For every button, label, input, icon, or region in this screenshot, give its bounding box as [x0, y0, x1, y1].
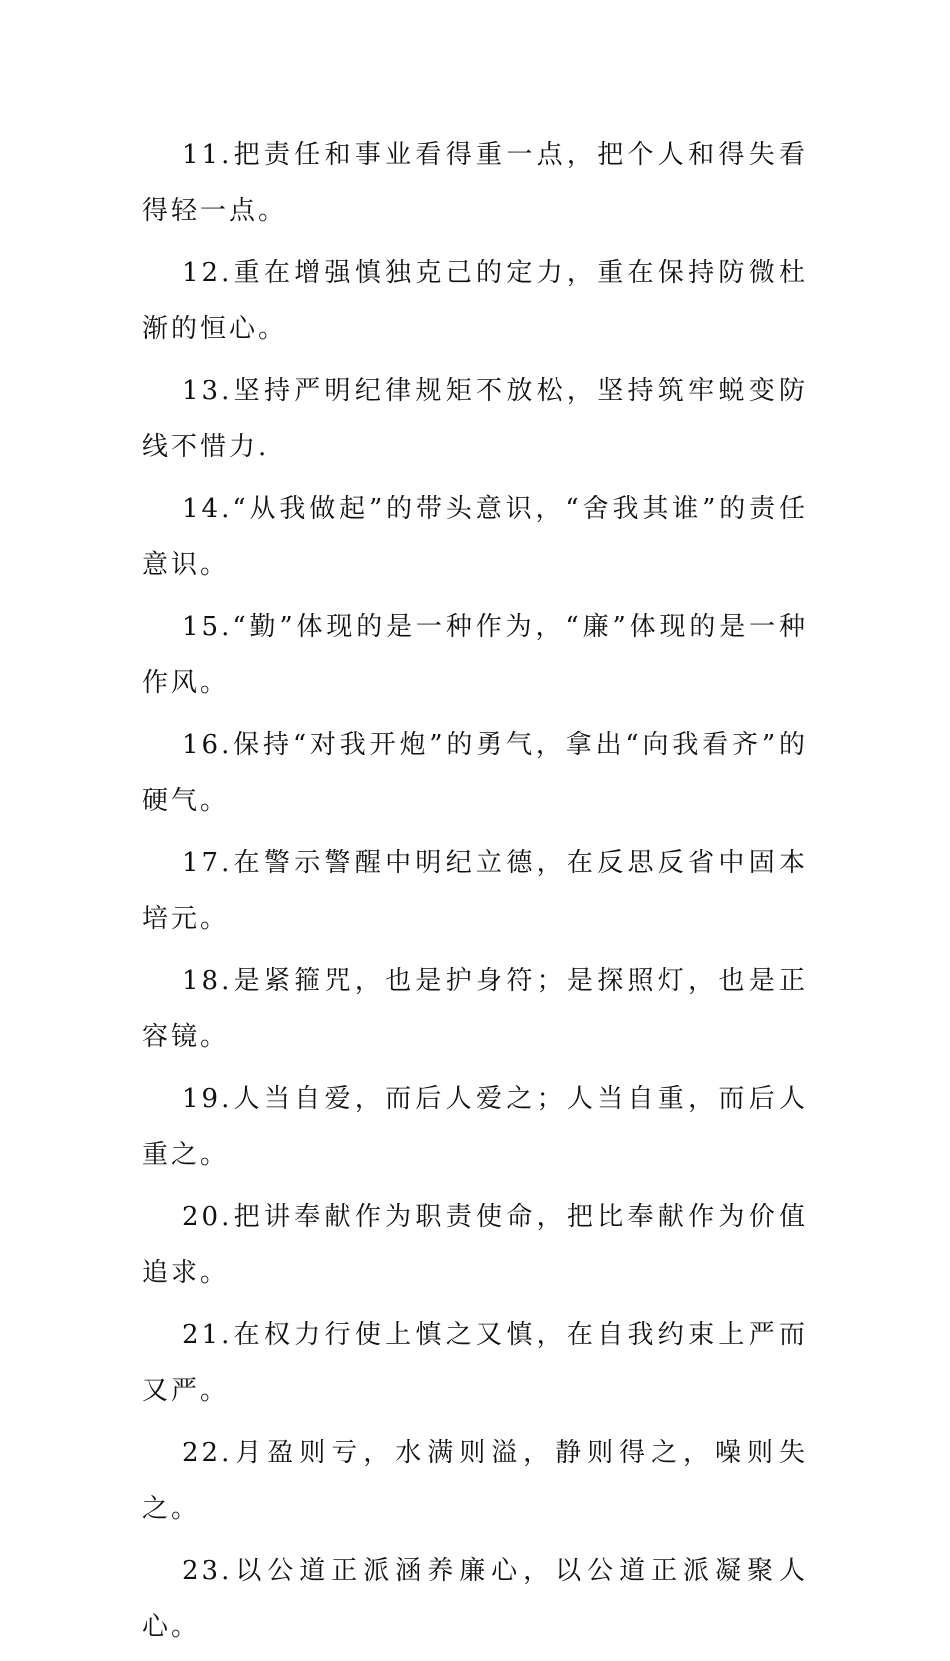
- paragraph-16: 16.保持“对我开炮”的勇气，拿出“向我看齐”的硬气。: [142, 730, 808, 816]
- paragraph-15: 15.“勤”体现的是一种作为，“廉”体现的是一种作风。: [142, 612, 808, 698]
- paragraph-11: 11.把责任和事业看得重一点，把个人和得失看得轻一点。: [142, 140, 808, 226]
- paragraph-13: 13.坚持严明纪律规矩不放松，坚持筑牢蜕变防线不惜力.: [142, 376, 808, 462]
- paragraph-19: 19.人当自爱，而后人爱之；人当自重，而后人重之。: [142, 1084, 808, 1170]
- paragraph-23: 23.以公道正派涵养廉心，以公道正派凝聚人心。: [142, 1556, 808, 1642]
- paragraph-20: 20.把讲奉献作为职责使命，把比奉献作为价值追求。: [142, 1202, 808, 1288]
- paragraph-12: 12.重在增强慎独克己的定力，重在保持防微杜渐的恒心。: [142, 258, 808, 344]
- paragraph-17: 17.在警示警醒中明纪立德，在反思反省中固本培元。: [142, 848, 808, 934]
- paragraph-21: 21.在权力行使上慎之又慎，在自我约束上严而又严。: [142, 1320, 808, 1406]
- paragraph-14: 14.“从我做起”的带头意识，“舍我其谁”的责任意识。: [142, 494, 808, 580]
- paragraph-18: 18.是紧箍咒，也是护身符；是探照灯，也是正容镜。: [142, 966, 808, 1052]
- document-body: [142, 127, 808, 1661]
- paragraph-22: 22.月盈则亏，水满则溢，静则得之，噪则失之。: [142, 1438, 808, 1524]
